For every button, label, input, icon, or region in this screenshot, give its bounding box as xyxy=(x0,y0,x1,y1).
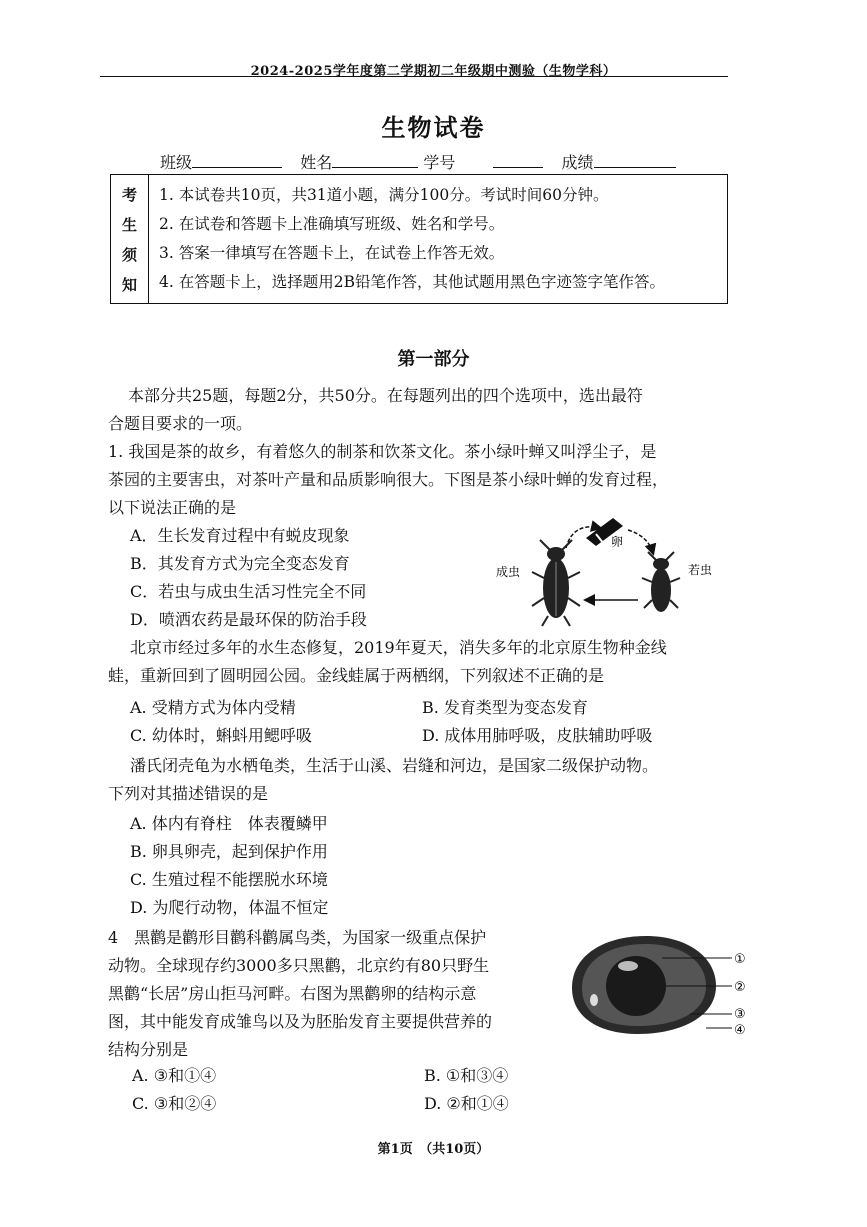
notice-item: 2. 在试卷和答题卡上准确填写班级、姓名和学号。 xyxy=(159,215,505,233)
page-header: 2024-2025学年度第二学期初二年级期中测验（生物学科） xyxy=(250,64,617,79)
q2-option-b: B. 发育类型为变态发育 xyxy=(422,698,588,717)
q4-stem-line: 图，其中能发育成雏鸟以及为胚胎发育主要提供营养的 xyxy=(108,1012,493,1031)
notice-side-char: 考 xyxy=(121,185,137,204)
q3-stem-line: 下列对其描述错误的是 xyxy=(108,784,269,803)
q4-option-a: A. ③和①④ xyxy=(132,1066,217,1085)
egg-label-1: ① xyxy=(734,952,746,967)
q2-option-c: C. 幼体时，蝌蚪用鳃呼吸 xyxy=(130,726,312,745)
notice-item: 3. 答案一律填写在答题卡上，在试卷上作答无效。 xyxy=(159,244,505,262)
page-footer: 第1页 （共10页） xyxy=(377,1142,490,1157)
q2-stem-line: 蛙，重新回到了圆明园公园。金线蛙属于两栖纲，下列叙述不正确的是 xyxy=(108,666,605,685)
arrow-egg-to-nymph xyxy=(628,530,653,553)
exam-notice-box xyxy=(110,174,728,304)
intro-line: 合题目要求的一项。 xyxy=(108,414,253,433)
leafhopper-lifecycle-diagram xyxy=(478,508,728,630)
score-blank xyxy=(594,153,676,168)
question-1-options xyxy=(130,522,367,634)
adult-label: 成虫 xyxy=(496,565,521,579)
q4-stem-line: 黑鹳“长居”房山拒马河畔。右图为黑鹳卵的结构示意 xyxy=(108,984,477,1003)
student-info-line xyxy=(160,150,676,173)
section-title: 第一部分 xyxy=(397,349,470,370)
egg-highlight xyxy=(590,994,598,1006)
question-4-stem xyxy=(108,924,558,1064)
id-label: 学号 xyxy=(423,153,456,172)
notice-side-char: 知 xyxy=(121,275,137,294)
question-3-stem xyxy=(108,752,732,808)
adult-insect-icon xyxy=(532,540,580,626)
q3-option-d: D. 为爬行动物，体温不恒定 xyxy=(130,898,329,917)
q1-option-a: A．生长发育过程中有蜕皮现象 xyxy=(130,526,350,545)
q4-option-d: D. ②和①④ xyxy=(424,1094,509,1113)
egg-label-2: ② xyxy=(734,980,746,995)
score-label: 成绩 xyxy=(561,153,594,172)
q1-stem-line: 以下说法正确的是 xyxy=(108,498,237,517)
stork-egg-structure-diagram xyxy=(566,928,756,1038)
q4-option-c: C. ③和②④ xyxy=(132,1094,217,1113)
egg-label: 卵 xyxy=(611,535,624,549)
q4-stem-line: 动物。全球现存约3000多只黑鹳，北京约有80只野生 xyxy=(108,956,490,975)
q1-option-c: C．若虫与成虫生活习性完全不同 xyxy=(130,582,367,601)
nymph-insect-icon xyxy=(642,552,680,612)
q1-stem-line: 茶园的主要害虫，对茶叶产量和品质影响很大。下图是茶小绿叶蝉的发育过程， xyxy=(108,470,669,489)
q1-option-d: D．喷洒农药是最环保的防治手段 xyxy=(130,610,367,629)
q4-option-b: B. ①和③④ xyxy=(424,1066,509,1085)
egg-label-3: ③ xyxy=(734,1007,746,1022)
notice-item: 4. 在答题卡上，选择题用2B铅笔作答，其他试题用黑色字迹签字笔作答。 xyxy=(159,273,665,291)
q4-stem-line: 4 黑鹳是鹳形目鹳科鹳属鸟类，为国家一级重点保护 xyxy=(108,928,487,947)
notice-item: 1. 本试卷共10页，共31道小题，满分100分。考试时间60分钟。 xyxy=(159,186,609,204)
notice-items xyxy=(159,181,724,297)
notice-side-char: 生 xyxy=(121,215,137,234)
notice-side-label xyxy=(111,175,149,303)
question-3-options xyxy=(130,810,328,922)
germinal-disc xyxy=(618,961,638,971)
header-rule xyxy=(100,76,728,77)
q2-option-d: D. 成体用肺呼吸，皮肤辅助呼吸 xyxy=(422,726,653,745)
intro-line: 本部分共25题，每题2分，共50分。在每题列出的四个选项中，选出最符 xyxy=(128,386,643,405)
q3-option-a: A. 体内有脊柱 体表覆鳞甲 xyxy=(130,814,328,833)
q1-option-b: B．其发育方式为完全变态发育 xyxy=(130,554,350,573)
q3-stem-line: 潘氏闭壳龟为水栖龟类，生活于山溪、岩缝和河边，是国家二级保护动物。 xyxy=(130,756,659,775)
q3-option-c: C. 生殖过程不能摆脱水环境 xyxy=(130,870,328,889)
notice-side-char: 须 xyxy=(121,245,137,264)
nymph-label: 若虫 xyxy=(688,563,713,577)
q3-option-b: B. 卵具卵壳，起到保护作用 xyxy=(130,842,328,861)
q4-stem-line: 结构分别是 xyxy=(108,1040,189,1059)
question-2-stem xyxy=(108,634,732,690)
page-title: 生物试卷 xyxy=(381,113,486,142)
name-blank xyxy=(332,153,418,168)
class-blank xyxy=(192,153,282,168)
name-label: 姓名 xyxy=(300,153,333,172)
class-label: 班级 xyxy=(160,153,193,172)
id-blank xyxy=(493,153,543,168)
q1-stem-line: 1. 我国是茶的故乡，有着悠久的制茶和饮茶文化。茶小绿叶蝉又叫浮尘子，是 xyxy=(108,442,657,461)
q2-option-a: A. 受精方式为体内受精 xyxy=(130,698,296,717)
egg-label-4: ④ xyxy=(734,1023,746,1038)
q2-stem-line: 北京市经过多年的水生态修复，2019年夏天，消失多年的北京原生物种金线 xyxy=(130,638,667,657)
section-intro xyxy=(108,382,732,438)
